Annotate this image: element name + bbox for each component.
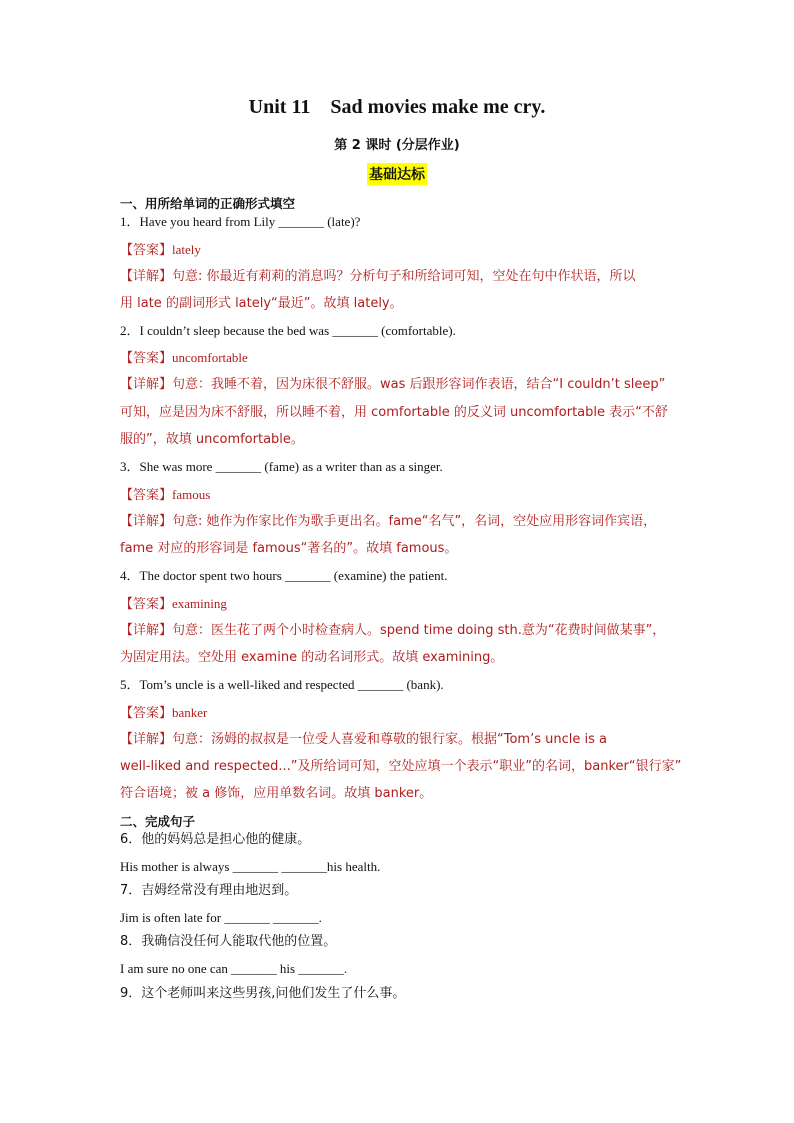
question-4-stem: 4．The doctor spent two hours _______ (examine) the patient. xyxy=(120,568,448,583)
question-2-detail-line: 【详解】句意：我睡不着，因为床很不舒服。was 后跟形容词作表语，结合“I couldn’t sleep” xyxy=(120,377,666,392)
question-8-chinese: 8．我确信没任何人能取代他的位置。 xyxy=(120,934,337,949)
question-2-detail-line: 服的”，故填 uncomfortable。 xyxy=(120,432,304,447)
question-2-answer: 【答案】uncomfortable xyxy=(120,350,248,365)
question-7-english: Jim is often late for _______ _______. xyxy=(120,910,322,925)
question-6-english: His mother is always _______ _______his health. xyxy=(120,859,381,874)
question-9-chinese: 9．这个老师叫来这些男孩,问他们发生了什么事。 xyxy=(120,986,406,1001)
question-1-detail-line: 用 late 的副词形式 lately“最近”。故填 lately。 xyxy=(120,296,403,311)
page-title: Unit 11 Sad movies make me cry. xyxy=(248,96,546,118)
level-banner xyxy=(0,163,794,185)
question-4-detail-line: 【详解】句意：医生花了两个小时检查病人。spend time doing sth.意为“花费时间做某事”， xyxy=(120,623,666,638)
question-8-english: I am sure no one can _______ his _______. xyxy=(120,961,348,976)
question-1-detail-line: 【详解】句意: 你最近有莉莉的消息吗？分析句子和所给词可知，空处在句中作状语，所以 xyxy=(120,269,636,284)
question-2-stem: 2．I couldn’t sleep because the bed was _______ (comfortable). xyxy=(120,323,456,338)
question-3-detail-line: fame 对应的形容词是 famous“著名的”。故填 famous。 xyxy=(120,541,458,556)
question-3-detail-line: 【详解】句意: 她作为作家比作为歌手更出名。fame“名气”，名词，空处应用形容词作宾语， xyxy=(120,514,657,529)
question-7-chinese: 7．吉姆经常没有理由地迟到。 xyxy=(120,883,298,898)
lesson-subtitle: 第 2 课时 (分层作业) xyxy=(334,138,460,153)
question-5-stem: 5．Tom’s uncle is a well-liked and respected _______ (bank). xyxy=(120,677,444,692)
question-5-detail-line: 【详解】句意：汤姆的叔叔是一位受人喜爱和尊敬的银行家。根据“Tom’s uncle is a xyxy=(120,732,607,747)
question-5-detail-line: well-liked and respected...”及所给词可知，空处应填一个表示“职业”的名词，banker“银行家” xyxy=(120,759,682,774)
section-heading-1: 一、用所给单词的正确形式填空 xyxy=(120,196,296,211)
question-4-answer: 【答案】examining xyxy=(120,596,227,611)
section-heading-2: 二、完成句子 xyxy=(120,814,196,829)
question-1-stem: 1．Have you heard from Lily _______ (late)? xyxy=(120,214,361,229)
question-1-answer: 【答案】lately xyxy=(120,242,201,257)
question-5-answer: 【答案】banker xyxy=(120,705,208,720)
question-4-detail-line: 为固定用法。空处用 examine 的动名词形式。故填 examining。 xyxy=(120,650,504,665)
question-6-chinese: 6．他的妈妈总是担心他的健康。 xyxy=(120,832,311,847)
question-5-detail-line: 符合语境；被 a 修饰，应用单数名词。故填 banker。 xyxy=(120,786,433,801)
question-3-answer: 【答案】famous xyxy=(120,487,211,502)
question-3-stem: 3．She was more _______ (fame) as a writer than as a singer. xyxy=(120,459,443,474)
level-label: 基础达标 xyxy=(367,163,427,185)
question-2-detail-line: 可知，应是因为床不舒服，所以睡不着，用 comfortable 的反义词 uncomfortable 表示“不舒 xyxy=(120,405,668,420)
